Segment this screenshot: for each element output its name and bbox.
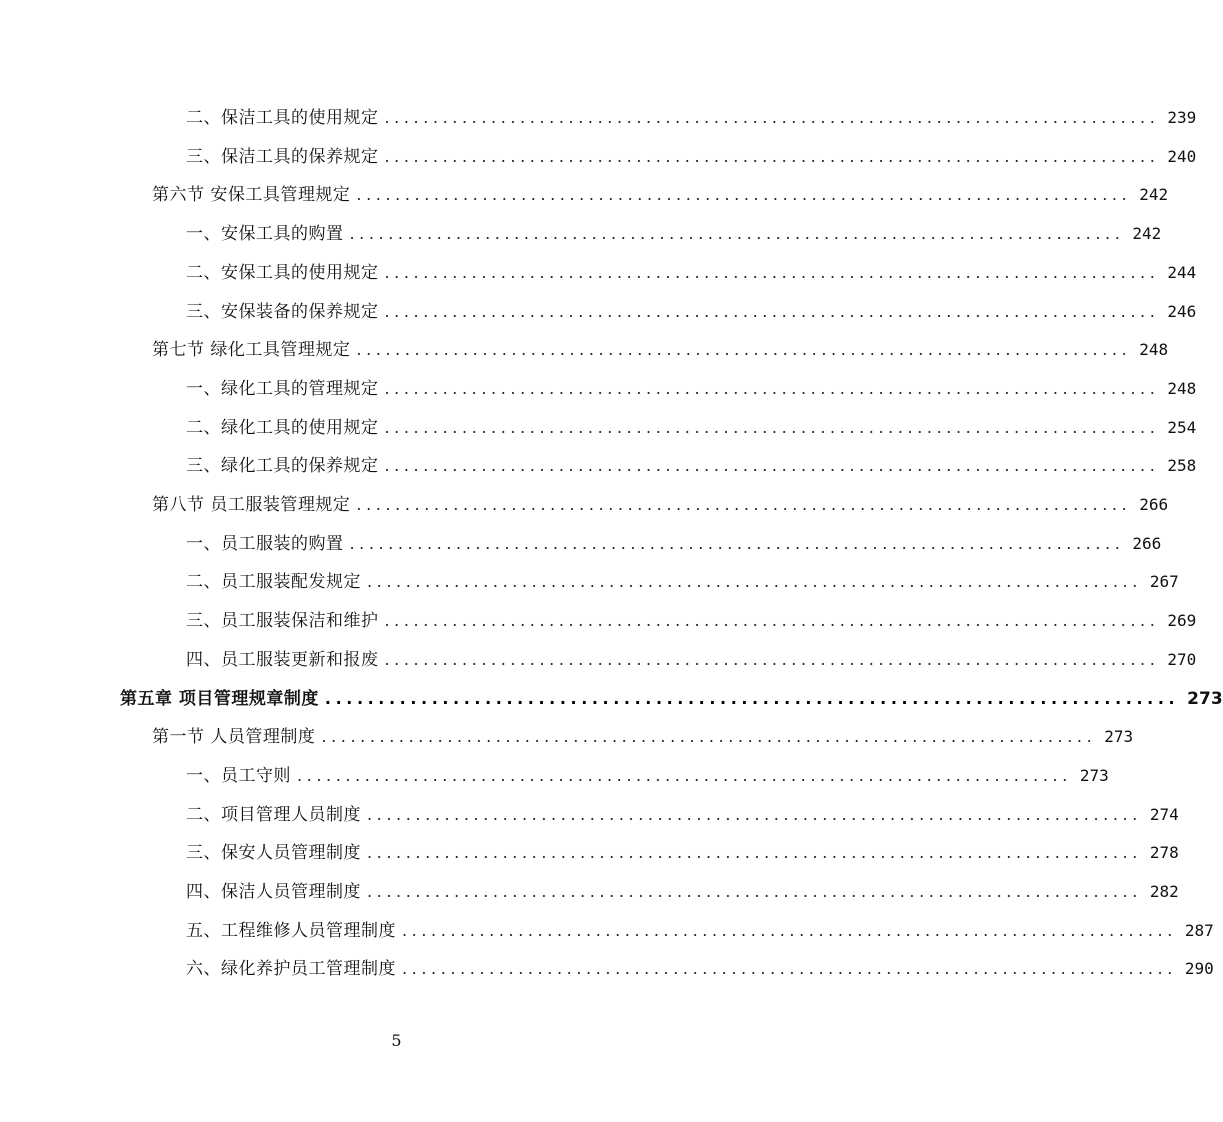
dot-leader: ................................................................................ — [384, 108, 1160, 127]
toc-entry-item[interactable] — [186, 950, 1214, 988]
dot-leader: ................................................................................ — [356, 495, 1132, 514]
toc-entry-page-number: 273 — [1104, 727, 1134, 747]
dot-leader: ................................................................................ — [349, 533, 1125, 553]
dot-leader: ................................................................................ — [384, 301, 1160, 321]
toc-entry-item[interactable] — [186, 757, 1109, 795]
dot-leader: ................................................................................ — [367, 843, 1142, 863]
toc-entry-title: 一、安保工具的购置 — [186, 224, 344, 245]
toc-entry-title: 三、保安人员管理制度 — [186, 843, 361, 864]
dot-leader: ................................................................................ — [384, 378, 1160, 398]
dot-leader: ................................................................................ — [356, 185, 1132, 205]
toc-entry-title: 一、员工守则 — [186, 765, 291, 786]
toc-entry-title: 一、绿化工具的管理规定 — [186, 378, 379, 399]
dot-leader: ................................................................................ — [402, 959, 1177, 979]
toc-entry-item[interactable] — [186, 215, 1162, 253]
dot-leader: ................................................................................ — [367, 882, 1142, 901]
toc-entry-section[interactable] — [152, 718, 1134, 756]
toc-entry-item[interactable] — [186, 138, 1197, 176]
toc-entry-item[interactable] — [186, 796, 1179, 834]
dot-leader: ................................................................................ — [384, 649, 1160, 669]
toc-entry-page-number: 248 — [1167, 378, 1197, 398]
toc-entry-title: 二、安保工具的使用规定 — [186, 262, 379, 283]
dot-leader: ................................................................................ — [384, 456, 1160, 476]
toc-entry-page-number: 266 — [1132, 533, 1162, 553]
toc-entry-item[interactable] — [186, 370, 1197, 408]
toc-entry-title: 三、绿化工具的保养规定 — [186, 456, 379, 477]
toc-entry-title: 五、工程维修人员管理制度 — [186, 920, 396, 941]
toc-entry-item[interactable] — [186, 254, 1197, 292]
toc-entry-title: 一、员工服装的购置 — [186, 533, 344, 554]
toc-entry-page-number: 246 — [1167, 301, 1197, 321]
toc-entry-item[interactable] — [186, 834, 1179, 872]
toc-entry-page-number: 273 — [1187, 688, 1223, 709]
dot-leader: ................................................................................ — [367, 804, 1142, 824]
toc-entry-item[interactable] — [186, 293, 1197, 331]
toc-entry-page-number: 239 — [1167, 108, 1197, 127]
toc-entry-page-number: 244 — [1167, 262, 1197, 282]
toc-entry-page-number: 248 — [1139, 340, 1169, 360]
toc-entry-title: 二、项目管理人员制度 — [186, 804, 361, 825]
toc-entry-title: 四、员工服装更新和报废 — [186, 649, 379, 670]
toc-entry-item[interactable] — [186, 447, 1197, 485]
toc-entry-title: 六、绿化养护员工管理制度 — [186, 959, 396, 980]
dot-leader: ................................................................................ — [297, 765, 1072, 785]
toc-entry-item[interactable] — [186, 99, 1197, 137]
dot-leader: ................................................................................ — [384, 262, 1160, 282]
toc-entry-page-number: 282 — [1149, 882, 1179, 901]
toc-entry-title: 第六节 安保工具管理规定 — [152, 185, 351, 206]
dot-leader: ................................................................................ — [321, 727, 1097, 747]
dot-leader: ................................................................................ — [384, 611, 1160, 631]
toc-entry-section[interactable] — [152, 486, 1169, 524]
dot-leader: ................................................................................ — [367, 572, 1142, 592]
toc-entry-title: 第五章 项目管理规章制度 — [120, 688, 319, 709]
toc-entry-chapter[interactable] — [120, 680, 1223, 718]
toc-entry-title: 二、绿化工具的使用规定 — [186, 417, 379, 438]
toc-entry-title: 二、员工服装配发规定 — [186, 572, 361, 593]
toc-entry-page-number: 266 — [1139, 495, 1169, 514]
toc-entry-title: 三、保洁工具的保养规定 — [186, 146, 379, 167]
toc-entry-item[interactable] — [186, 525, 1162, 563]
toc-entry-title: 三、安保装备的保养规定 — [186, 301, 379, 322]
toc-entry-page-number: 242 — [1132, 224, 1162, 244]
toc-entry-page-number: 242 — [1139, 185, 1169, 205]
toc-entry-page-number: 240 — [1167, 146, 1197, 166]
toc-entry-item[interactable] — [186, 409, 1197, 447]
toc-entry-item[interactable] — [186, 641, 1197, 679]
dot-leader: ................................................................................ — [349, 224, 1125, 244]
toc-entry-page-number: 269 — [1167, 611, 1197, 631]
toc-entry-page-number: 274 — [1149, 804, 1179, 824]
dot-leader: ................................................................................ — [384, 417, 1160, 437]
dot-leader: ................................................................................ — [384, 146, 1160, 166]
toc-entry-title: 第七节 绿化工具管理规定 — [152, 340, 351, 361]
toc-entry-title: 四、保洁人员管理制度 — [186, 882, 361, 902]
dot-leader: ................................................................................ — [324, 688, 1180, 708]
toc-entry-item[interactable] — [186, 873, 1179, 911]
toc-entry-page-number: 258 — [1167, 456, 1197, 476]
toc-entry-section[interactable] — [152, 331, 1169, 369]
toc-entry-page-number: 290 — [1184, 959, 1214, 979]
dot-leader: ................................................................................ — [356, 340, 1132, 360]
toc-entry-item[interactable] — [186, 912, 1214, 950]
toc-entry-page-number: 267 — [1149, 572, 1179, 592]
page-number: 5 — [391, 1031, 402, 1050]
toc-entry-title: 第八节 员工服装管理规定 — [152, 495, 351, 515]
dot-leader: ................................................................................ — [402, 920, 1177, 940]
toc-entry-item[interactable] — [186, 602, 1197, 640]
toc-entry-page-number: 270 — [1167, 649, 1197, 669]
toc-entry-title: 二、保洁工具的使用规定 — [186, 108, 379, 128]
toc-entry-item[interactable] — [186, 563, 1179, 601]
toc-entry-page-number: 254 — [1167, 417, 1197, 437]
toc-entry-page-number: 273 — [1079, 765, 1109, 785]
toc-entry-section[interactable] — [152, 176, 1169, 214]
toc-entry-title: 三、员工服装保洁和维护 — [186, 611, 379, 632]
toc-entry-page-number: 278 — [1149, 843, 1179, 863]
toc-entry-page-number: 287 — [1184, 920, 1214, 940]
toc-entry-title: 第一节 人员管理制度 — [152, 727, 316, 748]
